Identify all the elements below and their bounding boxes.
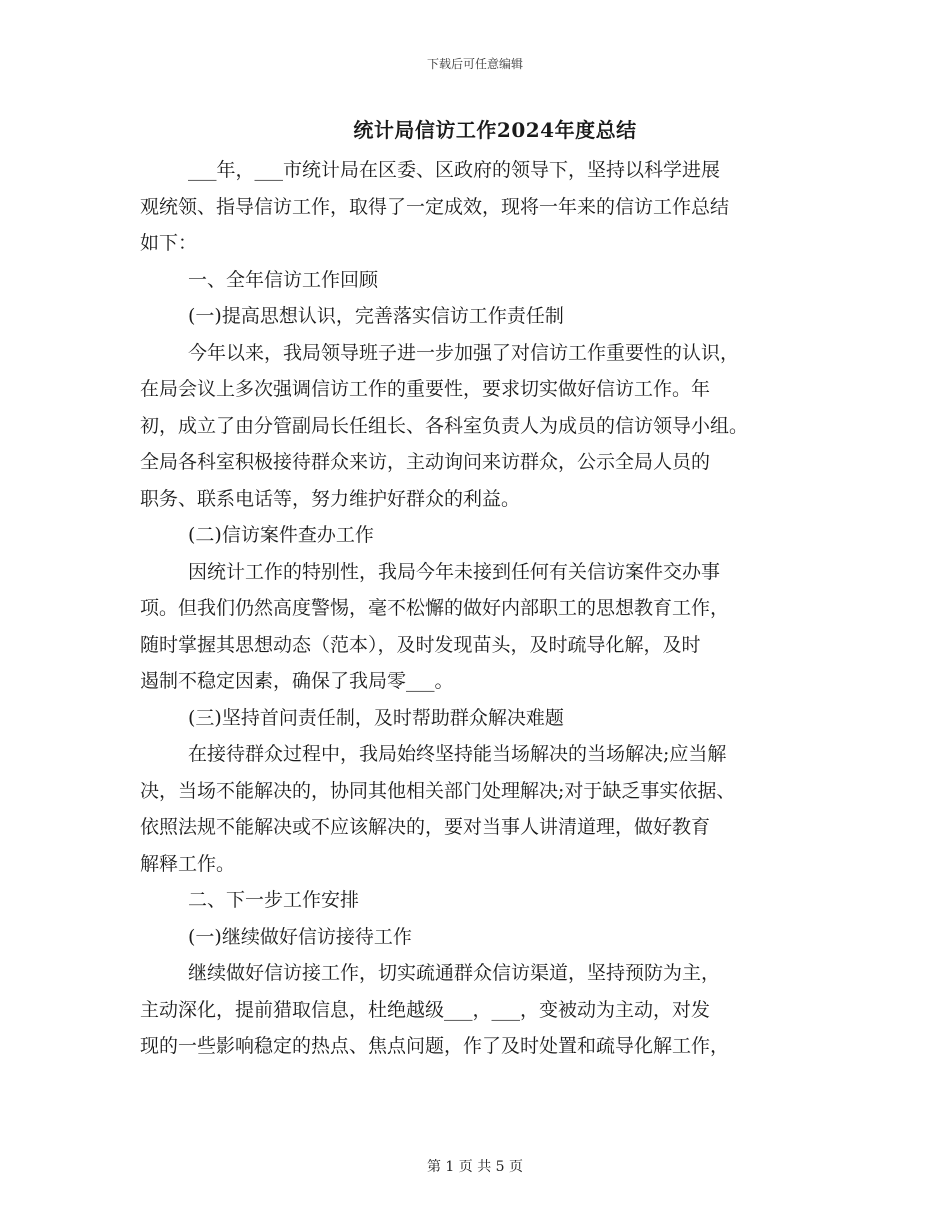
- text-line: 一、全年信访工作回顾: [188, 268, 379, 291]
- text-line: 依照法规不能解决或不应该解决的，要对当事人讲清道理，做好教育: [140, 816, 711, 838]
- text-line: 因统计工作的特别性，我局今年未接到任何有关信访案件交办事: [188, 560, 721, 583]
- text-line: 在接待群众过程中，我局始终坚持能当场解决的当场解决;应当解: [188, 743, 727, 765]
- text-line: 二、下一步工作安排: [188, 889, 360, 911]
- text-line: 全局各科室积极接待群众来访，主动询问来访群众，公示全局人员的: [140, 451, 711, 473]
- text-line: 解释工作。: [140, 852, 236, 875]
- page-header-note: 下载后可任意编辑: [426, 57, 523, 71]
- text-line: (二)信访案件查办工作: [188, 524, 374, 546]
- text-line: (一)继续做好信访接待工作: [188, 925, 412, 948]
- text-line: (一)提高思想认识，完善落实信访工作责任制: [188, 305, 564, 327]
- text-line: 职务、联系电话等，努力维护好群众的利益。: [140, 487, 521, 510]
- text-line: 在局会议上多次强调信访工作的重要性，要求切实做好信访工作。年: [140, 378, 711, 400]
- page-number: 第 1 页 共 5 页: [426, 1159, 524, 1175]
- document-title: 统计局信访工作2024年度总结: [353, 118, 637, 142]
- text-line: 主动深化，提前猎取信息，杜绝越级___，___，变被动为主动，对发: [140, 998, 711, 1021]
- text-line: 初，成立了由分管副局长任组长、各科室负责人为成员的信访领导小组。: [140, 414, 749, 437]
- text-line: 遏制不稳定因素，确保了我局零___。: [140, 670, 454, 692]
- text-line: 如下：: [140, 232, 198, 254]
- text-line: 继续做好信访接工作，切实疏通群众信访渠道，坚持预防为主，: [188, 962, 721, 984]
- text-line: 观统领、指导信访工作，取得了一定成效，现将一年来的信访工作总结: [140, 195, 730, 218]
- text-line: 随时掌握其思想动态（范本），及时发现苗头，及时疏导化解，及时: [140, 633, 701, 656]
- text-line: ___年，___市统计局在区委、区政府的领导下，坚持以科学进展: [188, 159, 721, 181]
- document-body: [140, 152, 830, 1065]
- text-line: 项。但我们仍然高度警惕，毫不松懈的做好内部职工的思想教育工作，: [140, 597, 730, 619]
- text-line: (三)坚持首问责任制，及时帮助群众解决难题: [188, 706, 564, 729]
- text-line: 现的一些影响稳定的热点、焦点问题，作了及时处置和疏导化解工作，: [140, 1035, 730, 1057]
- text-line: 决，当场不能解决的，协同其他相关部门处理解决;对于缺乏事实依据、: [140, 779, 736, 802]
- text-line: 今年以来，我局领导班子进一步加强了对信访工作重要性的认识，: [188, 341, 740, 364]
